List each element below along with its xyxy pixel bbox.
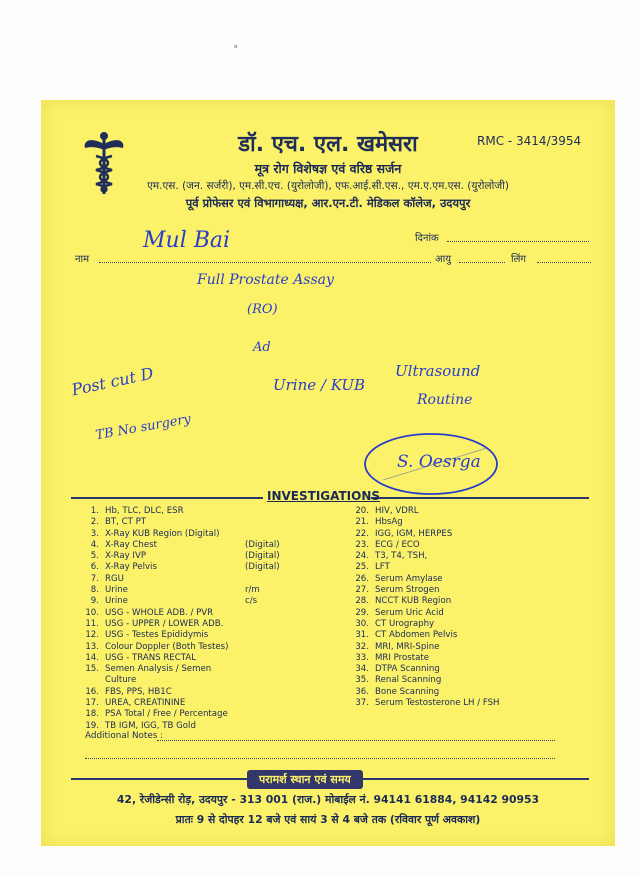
investigation-label: PSA Total / Free / Percentage (105, 709, 228, 720)
investigation-label: X-Ray Pelvis (105, 562, 157, 573)
investigation-qualifier (245, 687, 305, 698)
investigation-number: 17. (85, 698, 99, 709)
investigation-item (347, 562, 515, 573)
investigation-label: Semen Analysis / Semen Culture (105, 664, 212, 686)
investigation-qualifier (245, 529, 305, 540)
sex-label: लिंग (511, 254, 526, 265)
investigation-number: 16. (85, 686, 99, 697)
investigation-label: IGG, IGM, HERPES (375, 528, 453, 539)
handwritten-note-7: Ultrasound (395, 362, 481, 380)
investigation-qualifier (245, 630, 305, 641)
investigation-item (77, 642, 305, 653)
investigation-qualifier (245, 664, 305, 687)
doctor-name: डॉ. एच. एल. खमेसरा (238, 132, 418, 157)
investigation-number: 1. (90, 506, 99, 516)
investigation-number: 11. (85, 618, 99, 629)
investigation-qualifier (245, 506, 305, 517)
investigation-label: Bone Scanning (375, 686, 440, 697)
investigation-item (347, 698, 515, 709)
handwritten-note-8: Routine (417, 392, 473, 408)
investigation-item (347, 642, 515, 653)
investigation-qualifier (245, 698, 305, 709)
investigations-rule-left (71, 497, 263, 499)
investigation-label: USG - TRANS RECTAL (105, 652, 196, 663)
investigation-number: 15. (85, 664, 99, 675)
investigation-item (347, 585, 515, 596)
investigation-item (347, 608, 515, 619)
investigation-number: 20. (355, 506, 369, 516)
investigation-item (77, 619, 305, 630)
investigations-right-column (347, 506, 515, 709)
investigation-label: X-Ray IVP (105, 551, 147, 562)
prescription-pad (41, 100, 615, 846)
investigation-qualifier: (Digital) (245, 551, 280, 562)
investigation-item (347, 687, 515, 698)
investigation-number: 18. (85, 709, 99, 720)
investigation-qualifier (245, 517, 305, 528)
investigation-qualifier (245, 721, 305, 732)
investigation-item (77, 574, 305, 585)
investigation-item (347, 517, 515, 528)
investigation-label: LFT (375, 562, 390, 573)
investigation-label: Serum Strogen (375, 585, 440, 596)
investigation-number: 29. (355, 607, 369, 618)
handwritten-note-5: TB No surgery (94, 411, 193, 444)
investigation-number: 30. (355, 618, 369, 629)
investigation-item (77, 608, 305, 619)
investigation-number: 6. (90, 562, 99, 573)
investigation-number: 35. (355, 675, 369, 686)
investigation-item (77, 630, 305, 641)
investigation-number: 21. (355, 517, 369, 528)
investigation-qualifier (245, 709, 305, 720)
investigation-number: 28. (355, 596, 369, 607)
investigation-number: 10. (85, 607, 99, 618)
doctor-degrees: एम.एस. (जन. सर्जरी), एम.सी.एच. (युरोलोजी), एफ.आई.सी.एस., एम.ए.एम.एस. (युरोलोजी) (147, 180, 509, 192)
investigation-item (77, 653, 305, 664)
investigation-label: T3, T4, TSH, (375, 551, 428, 562)
notes-line-1 (157, 740, 555, 741)
investigation-label: RGU (105, 573, 124, 584)
sex-line (537, 262, 591, 263)
investigation-item (347, 529, 515, 540)
investigation-label: USG - WHOLE ADB. / PVR (105, 607, 214, 618)
name-line (99, 262, 431, 263)
investigations-rule-right (371, 497, 589, 499)
investigation-item (77, 551, 305, 562)
investigation-label: X-Ray Chest (105, 539, 158, 550)
doctor-specialty: मूत्र रोग विशेषज्ञ एवं वरिष्ठ सर्जन (254, 161, 402, 176)
investigation-qualifier (245, 619, 305, 630)
investigation-label: Serum Amylase (375, 573, 443, 584)
investigation-label: NCCT KUB Region (375, 596, 452, 607)
investigation-number: 9. (90, 596, 99, 607)
investigation-number: 23. (355, 539, 369, 550)
date-label: दिनांक (415, 233, 439, 244)
investigation-qualifier: (Digital) (245, 539, 280, 550)
paper-speck: ᵊ (234, 44, 238, 54)
investigation-label: HIV, VDRL (375, 506, 419, 516)
investigation-label: UREA, CREATININE (105, 698, 186, 709)
investigation-number: 27. (355, 585, 369, 596)
investigation-item (347, 630, 515, 641)
investigation-item (77, 698, 305, 709)
investigation-item (77, 664, 305, 687)
investigation-label: Urine (105, 585, 128, 596)
investigation-label: CT Abdomen Pelvis (375, 630, 458, 641)
investigation-number: 25. (355, 562, 369, 573)
investigation-label: CT Urography (375, 618, 435, 629)
handwritten-note-1: Full Prostate Assay (197, 272, 334, 288)
investigation-item (347, 551, 515, 562)
investigation-item (347, 675, 515, 686)
investigation-item (77, 687, 305, 698)
handwritten-note-4: Post cut D (69, 363, 156, 400)
investigation-number: 13. (85, 641, 99, 652)
investigation-number: 12. (85, 630, 99, 641)
doctor-signature: S. Oesrga (397, 452, 481, 472)
handwritten-note-2: (RO) (247, 302, 278, 317)
investigation-number: 37. (355, 698, 369, 709)
investigation-label: TB IGM, IGG, TB Gold (105, 720, 196, 731)
investigation-item (77, 540, 305, 551)
investigation-item (77, 506, 305, 517)
investigation-label: Serum Uric Acid (375, 607, 444, 618)
investigation-label: MRI, MRI-Spine (375, 641, 440, 652)
age-label: आयु (435, 254, 452, 265)
investigation-item (77, 517, 305, 528)
investigation-number: 2. (90, 517, 99, 528)
age-line (459, 262, 505, 263)
investigation-label: Urine (105, 596, 128, 607)
investigation-number: 14. (85, 652, 99, 663)
investigation-item (347, 506, 515, 517)
investigation-item (77, 562, 305, 573)
registration-number: RMC - 3414/3954 (477, 134, 582, 148)
investigation-item (347, 653, 515, 664)
investigation-number: 24. (355, 551, 369, 562)
investigation-item (347, 664, 515, 675)
investigation-number: 34. (355, 664, 369, 675)
investigation-item (77, 596, 305, 607)
investigation-label: USG - Testes Epididymis (105, 630, 209, 641)
investigation-number: 8. (90, 585, 99, 596)
investigation-item (77, 529, 305, 540)
investigation-qualifier (245, 574, 305, 585)
investigation-qualifier (245, 642, 305, 653)
clinic-address: 42, रेजीडेन्सी रोड़, उदयपुर - 313 001 (राज.) मोबाईल नं. 94141 61884, 94142 90953 (116, 793, 540, 806)
investigation-number: 36. (355, 686, 369, 697)
handwritten-patient-name: Mul Bai (143, 228, 231, 253)
handwritten-note-3: Ad (253, 340, 271, 355)
investigation-item (347, 540, 515, 551)
investigation-qualifier (245, 653, 305, 664)
investigation-item (347, 596, 515, 607)
investigation-qualifier: (Digital) (245, 562, 280, 573)
investigations-title: INVESTIGATIONS (267, 489, 381, 503)
investigation-number: 7. (90, 573, 99, 584)
investigation-label: DTPA Scanning (375, 664, 440, 675)
investigation-item (347, 574, 515, 585)
investigation-number: 33. (355, 652, 369, 663)
investigation-qualifier (245, 608, 305, 619)
investigation-number: 4. (90, 539, 99, 550)
investigations-left-column (77, 506, 305, 732)
date-line (447, 241, 589, 242)
clinic-timing: प्रातः 9 से दोपहर 12 बजे एवं सायं 3 से 4 बजे तक (रविवार पूर्ण अवकाश) (175, 813, 481, 826)
investigation-label: USG - UPPER / LOWER ADB. (105, 618, 224, 629)
investigation-number: 5. (90, 551, 99, 562)
investigation-number: 22. (355, 528, 369, 539)
investigation-label: Colour Doppler (Both Testes) (105, 641, 229, 652)
consultation-title: परामर्श स्थान एवं समय (247, 770, 363, 789)
name-label: नाम (75, 254, 90, 265)
investigation-qualifier: c/s (245, 596, 258, 607)
investigation-label: X-Ray KUB Region (Digital) (105, 528, 220, 539)
investigation-label: Hb, TLC, DLC, ESR (105, 506, 184, 516)
notes-line-2 (85, 758, 555, 759)
investigation-label: BT, CT PT (105, 517, 147, 528)
doctor-position: पूर्व प्रोफेसर एवं विभागाध्यक्ष, आर.एन.टी. मेडिकल कॉलेज, उदयपुर (185, 196, 471, 210)
investigation-qualifier: r/m (245, 585, 260, 596)
investigation-number: 31. (355, 630, 369, 641)
investigation-label: Renal Scanning (375, 675, 442, 686)
investigation-number: 3. (90, 528, 99, 539)
additional-notes-label: Additional Notes : (85, 731, 164, 741)
investigation-item (77, 709, 305, 720)
investigation-label: ECG / ECO (375, 539, 420, 550)
investigation-label: MRI Prostate (375, 652, 430, 663)
investigation-number: 26. (355, 573, 369, 584)
investigation-number: 32. (355, 641, 369, 652)
investigation-label: HbsAg (375, 517, 403, 528)
investigation-label: FBS, PPS, HB1C (105, 686, 172, 697)
investigation-number: 19. (85, 720, 99, 731)
investigation-label: Serum Testosterone LH / FSH (375, 698, 500, 709)
handwritten-note-6: Urine / KUB (273, 376, 366, 394)
investigation-item (77, 585, 305, 596)
investigation-item (347, 619, 515, 630)
